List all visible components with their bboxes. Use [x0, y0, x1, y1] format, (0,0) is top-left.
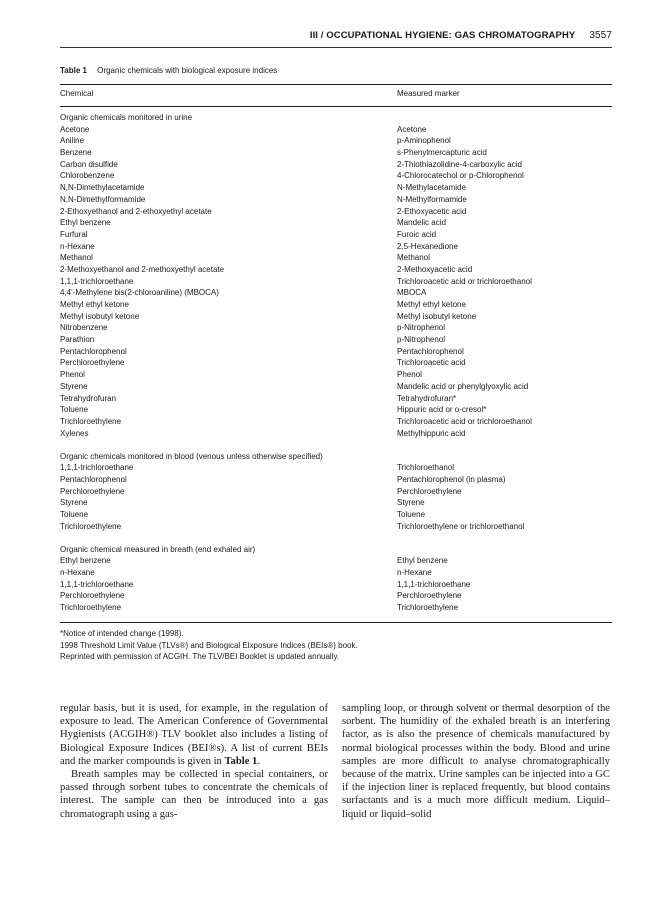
marker-cell: Methylhippuric acid — [397, 428, 466, 438]
marker-cell: Tetrahydrofuran* — [397, 393, 457, 403]
body-column-right — [342, 702, 610, 821]
body-text-run: regular basis, but it is used, for example, in the regulation of exposure to lead. The American Conference of Governmental Hygienists (ACGIH®) TLV booklet also includes a listing of Biological Exposure Indices (BEI®s). A list of current BEIs and the marker compounds is given in — [60, 703, 328, 767]
column-header-chemical: Chemical — [60, 89, 94, 98]
marker-cell: p-Aminophenol — [397, 136, 451, 146]
table-caption-text: Organic chemicals with biological exposure indices — [97, 66, 278, 75]
table-row — [60, 567, 612, 579]
marker-cell: Phenol — [397, 370, 422, 380]
marker-cell: Methyl ethyl ketone — [397, 300, 466, 310]
table-caption — [60, 66, 277, 75]
marker-cell: 2-Methoxyacetic acid — [397, 264, 473, 274]
table-row — [60, 159, 612, 171]
chemical-cell: Methanol — [60, 253, 93, 263]
table-row — [60, 521, 612, 533]
marker-cell: 4-Chlorocatechol or p-Chlorophenol — [397, 171, 524, 181]
chemical-cell: Toluene — [60, 510, 89, 520]
marker-cell: Trichloroethanol — [397, 463, 455, 473]
footnote: *Notice of intended change (1998). — [60, 629, 184, 638]
chemical-cell: Xylenes — [60, 428, 89, 438]
chemical-cell: Chlorobenzene — [60, 171, 115, 181]
running-head-title: III / OCCUPATIONAL HYGIENE: GAS CHROMATOGRAPHY — [309, 30, 576, 41]
chemical-cell: Trichloroethylene — [60, 521, 122, 531]
section-title: Organic chemical measured in breath (end exhaled air) — [60, 544, 256, 554]
marker-cell: Perchloroethylene — [397, 486, 462, 496]
marker-cell: p-Nitrophenol — [397, 323, 446, 333]
table-row — [60, 147, 612, 159]
marker-cell: n-Hexane — [397, 568, 432, 578]
chemical-cell: Parathion — [60, 335, 95, 345]
table-top-rule — [60, 84, 612, 85]
chemical-cell: 4,4'-Methylene bis(2-chloroaniline) (MBOCA) — [60, 288, 219, 298]
chemical-cell: Methyl isobutyl ketone — [60, 311, 140, 321]
chemical-cell: n-Hexane — [60, 241, 95, 251]
table-label: Table 1 — [60, 66, 87, 75]
chemical-cell: Perchloroethylene — [60, 591, 125, 601]
table-row — [60, 170, 612, 182]
chemical-cell: 1,1,1-trichloroethane — [60, 579, 134, 589]
chemical-cell: 2-Methoxyethanol and 2-methoxyethyl acetate — [60, 264, 225, 274]
table-row — [60, 276, 612, 288]
marker-cell: Mandelic acid or phenylglyoxylic acid — [397, 381, 529, 391]
footnote: 1998 Threshold Limit Value (TLVs®) and Biological Elxposure Indices (BEIs®) book. — [60, 640, 358, 650]
chemical-cell: 2-Ethoxyethanol and 2-ethoxyethyl acetate — [60, 206, 212, 216]
marker-cell: 2-Ethoxyacetic acid — [397, 206, 467, 216]
marker-cell: Acetone — [397, 124, 427, 134]
table-row — [60, 346, 612, 358]
table-row — [60, 369, 612, 381]
table-row — [60, 252, 612, 264]
table-row — [60, 555, 612, 567]
marker-cell: N-Methylacetamide — [397, 183, 466, 193]
marker-cell: Trichloroethylene or trichloroethanol — [397, 521, 525, 531]
chemical-cell: Styrene — [60, 381, 88, 391]
table-row — [60, 206, 612, 218]
table-header-rule — [60, 106, 612, 107]
chemical-cell: Ethyl benzene — [60, 556, 111, 566]
page-number: 3557 — [589, 30, 612, 41]
chemical-cell: Aniline — [60, 136, 85, 146]
table-row — [60, 579, 612, 591]
marker-cell: Toluene — [397, 510, 426, 520]
table-section — [60, 544, 612, 614]
table-section — [60, 112, 612, 439]
chemical-cell: Toluene — [60, 405, 89, 415]
marker-cell: MBOCA — [397, 288, 427, 298]
chemical-cell: 1,1,1-trichloroethane — [60, 463, 134, 473]
running-head — [310, 30, 612, 44]
table-row — [60, 357, 612, 369]
chemical-cell: Perchloroethylene — [60, 486, 125, 496]
body-column-left — [60, 702, 328, 821]
chemical-cell: Methyl ethyl ketone — [60, 300, 129, 310]
marker-cell: Styrene — [397, 498, 425, 508]
table-row — [60, 322, 612, 334]
marker-cell: Trichloroacetic acid or trichloroethanol — [397, 276, 532, 286]
table-row — [60, 428, 612, 440]
marker-cell: p-Nitrophenol — [397, 335, 446, 345]
chemical-cell: Tetrahydrofuran — [60, 393, 117, 403]
marker-cell: Trichloroacetic acid or trichloroethanol — [397, 416, 532, 426]
marker-cell: Pentachlorophenol — [397, 346, 464, 356]
table-row — [60, 474, 612, 486]
table-row — [60, 462, 612, 474]
table-row — [60, 509, 612, 521]
section-title: Organic chemicals monitored in urine — [60, 113, 193, 122]
table-row — [60, 602, 612, 614]
marker-cell: Trichloroacetic acid — [397, 358, 466, 368]
table-footnotes — [60, 628, 358, 663]
table-row — [60, 135, 612, 147]
footnote: Reprinted with permission of ACGIH. The TLV/BEI Booklet is updated annually. — [60, 652, 340, 662]
table-row — [60, 381, 612, 393]
marker-cell: Mandelic acid — [397, 218, 446, 228]
marker-cell: Methyl isobutyl ketone — [397, 311, 477, 321]
table-row — [60, 590, 612, 602]
table-reference: Table 1 — [224, 755, 258, 767]
header-rule — [60, 47, 612, 48]
marker-cell: 1,1,1-trichloroethane — [397, 579, 471, 589]
table-section — [60, 451, 612, 533]
table-row — [60, 334, 612, 346]
marker-cell: Perchloroethylene — [397, 591, 462, 601]
table-bottom-rule — [60, 622, 612, 623]
chemical-cell: Nitrobenzene — [60, 323, 108, 333]
marker-cell: 2,5-Hexanedione — [397, 241, 458, 251]
chemical-cell: Phenol — [60, 370, 85, 380]
chemical-cell: N,N-Dimethylacetamide — [60, 183, 145, 193]
chemical-cell: Trichloroethylene — [60, 603, 122, 613]
body-paragraph: Breath samples may be collected in special containers, or passed through sorbent tubes to concentrate the chemicals of interest. The sample can then be introduced into a gas chromatograph using a gas- — [60, 769, 328, 820]
chemical-cell: N,N-Dimethylformamide — [60, 194, 146, 204]
chemical-cell: Pentachlorophenol — [60, 346, 127, 356]
table-row — [60, 229, 612, 241]
column-header-measured-marker: Measured marker — [397, 89, 460, 98]
marker-cell: Methanol — [397, 253, 430, 263]
chemical-cell: Trichloroethylene — [60, 416, 122, 426]
table-row — [60, 486, 612, 498]
marker-cell: Furoic acid — [397, 229, 437, 239]
chemical-cell: Furfural — [60, 229, 88, 239]
table-row — [60, 217, 612, 229]
table-row — [60, 264, 612, 276]
chemical-cell: Carbon disulfide — [60, 159, 118, 169]
table-row — [60, 311, 612, 323]
chemical-cell: Acetone — [60, 124, 90, 134]
section-title: Organic chemicals monitored in blood (venous unless otherwise specified) — [60, 451, 323, 461]
chemical-cell: Styrene — [60, 498, 88, 508]
chemical-cell: n-Hexane — [60, 568, 95, 578]
marker-cell: 2-Thiothiazolidine-4-carboxylic acid — [397, 159, 522, 169]
marker-cell: N-Methylformamide — [397, 194, 467, 204]
table-body — [60, 112, 612, 625]
body-paragraph — [60, 702, 328, 768]
body-paragraph: sampling loop, or through solvent or thermal desorption of the sorbent. The humidity of the exhaled breath is an interfering factor, as is also the presence of chemicals manufactured by normal biological processes within the body. Blood and urine samples are more difficult to analyse chromatographically because of the matrix. Urine samples can be injected into a GC if the injection liner is replaced frequently, but blood contains surfactants and is a much more difficult medium. Liquid–liquid or liquid–solid — [342, 703, 610, 820]
marker-cell: Hippuric acid or o-cresol* — [397, 405, 487, 415]
table-row — [60, 497, 612, 509]
table-row — [60, 182, 612, 194]
table-row — [60, 241, 612, 253]
chemical-cell: Benzene — [60, 148, 92, 158]
table-row — [60, 299, 612, 311]
table-row — [60, 404, 612, 416]
body-text-run: . — [257, 755, 260, 767]
table-row — [60, 124, 612, 136]
marker-cell: Trichloroethylene — [397, 603, 459, 613]
marker-cell: Ethyl benzene — [397, 556, 448, 566]
chemical-cell: Ethyl benzene — [60, 218, 111, 228]
table-row — [60, 194, 612, 206]
marker-cell: Pentachlorophenol (in plasma) — [397, 474, 506, 484]
chemical-cell: Pentachlorophenol — [60, 474, 127, 484]
table-row — [60, 393, 612, 405]
marker-cell: s-Phenylmercapturic acid — [397, 148, 487, 158]
table-row — [60, 416, 612, 428]
chemical-cell: 1,1,1-trichloroethane — [60, 276, 134, 286]
table-row — [60, 287, 612, 299]
chemical-cell: Perchloroethylene — [60, 358, 125, 368]
